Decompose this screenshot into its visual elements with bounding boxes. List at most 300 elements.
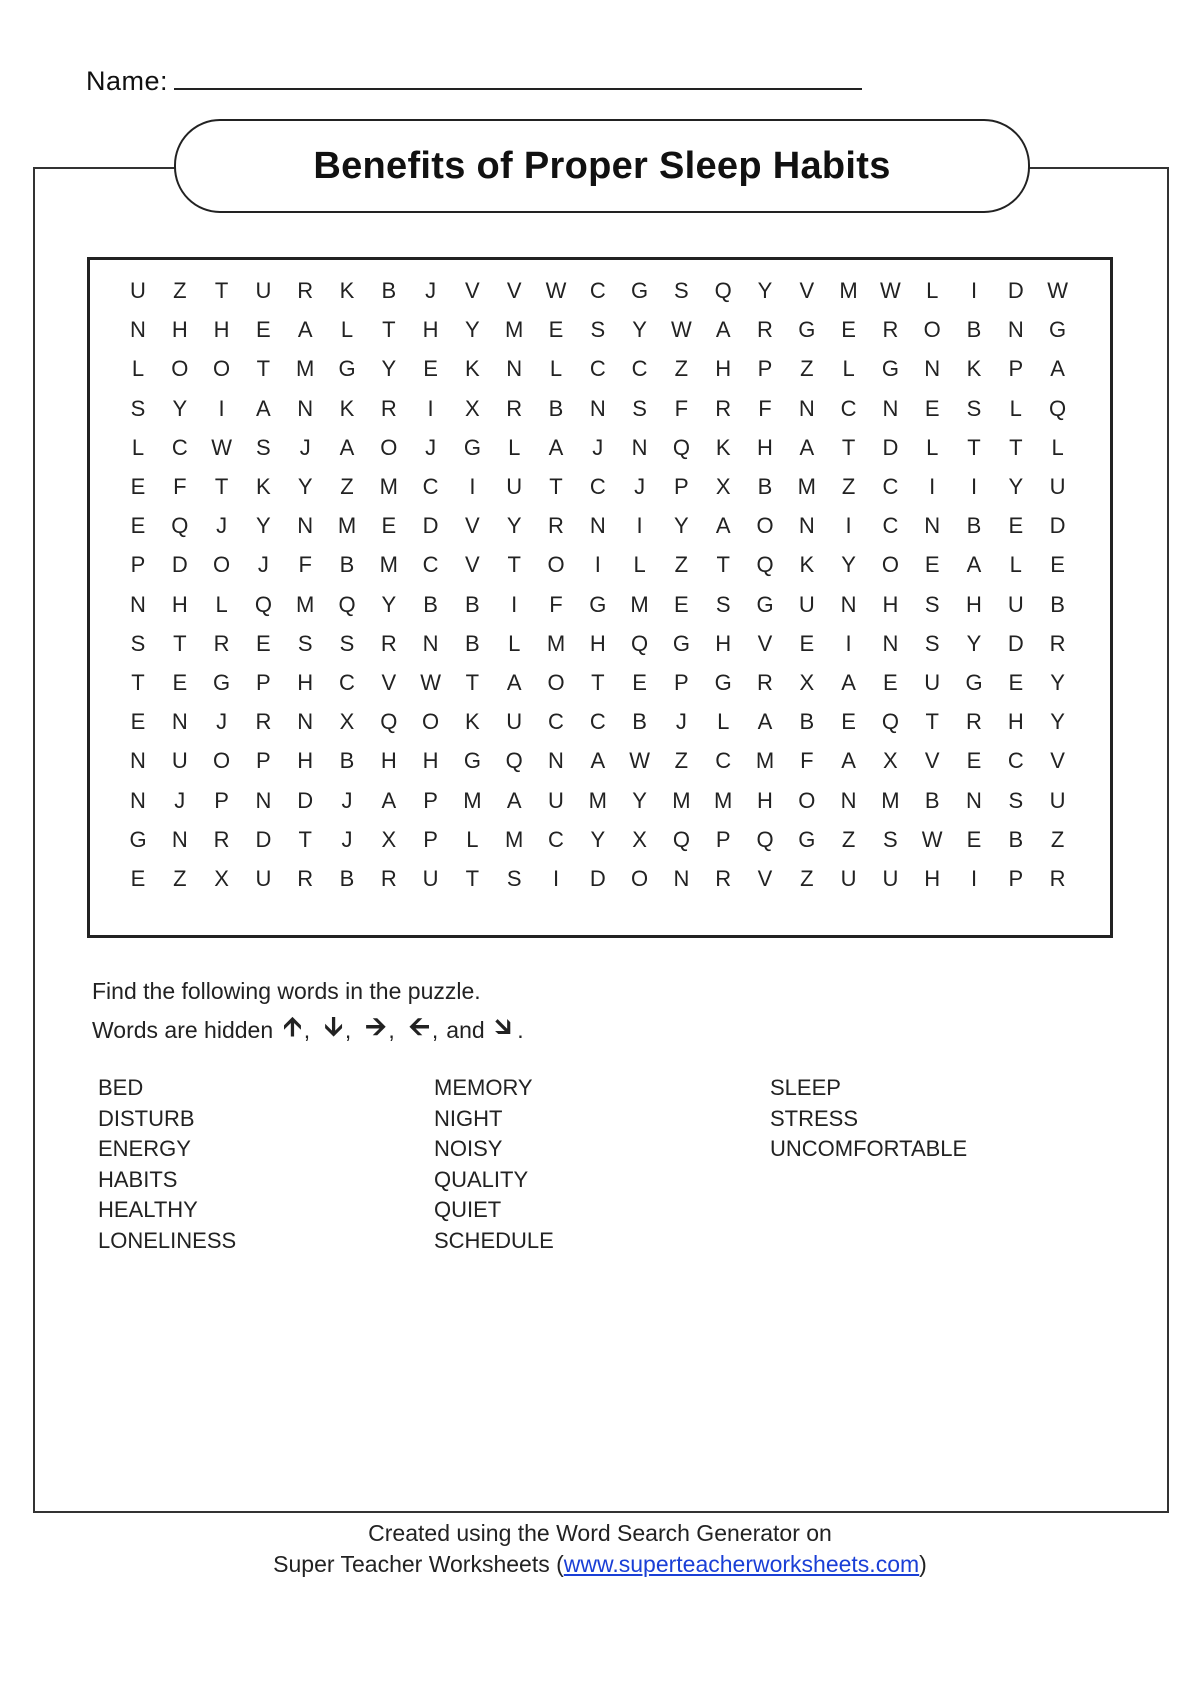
- grid-letter[interactable]: M: [714, 787, 733, 813]
- grid-letter[interactable]: B: [339, 552, 355, 578]
- grid-letter[interactable]: B: [1008, 826, 1024, 852]
- grid-letter[interactable]: Y: [966, 630, 982, 656]
- name-blank-line[interactable]: [174, 64, 862, 90]
- grid-letter[interactable]: B: [339, 866, 355, 891]
- grid-letter[interactable]: Y: [465, 317, 480, 343]
- grid-letter[interactable]: Y: [841, 552, 856, 578]
- grid-letter[interactable]: N: [882, 630, 899, 656]
- grid-letter[interactable]: C: [1007, 748, 1024, 774]
- grid-letter[interactable]: J: [174, 787, 186, 813]
- grid-letter[interactable]: Y: [632, 787, 647, 813]
- grid-letter[interactable]: E: [256, 317, 271, 343]
- grid-letter[interactable]: B: [548, 395, 564, 421]
- grid-letter[interactable]: A: [381, 787, 397, 813]
- grid-letter[interactable]: N: [631, 434, 648, 460]
- grid-letter[interactable]: E: [924, 552, 940, 578]
- grid-letter[interactable]: X: [883, 748, 898, 774]
- grid-letter[interactable]: Z: [674, 748, 689, 774]
- grid-letter[interactable]: W: [880, 278, 901, 303]
- grid-letter[interactable]: S: [339, 630, 355, 656]
- grid-letter[interactable]: A: [256, 395, 271, 421]
- grid-letter[interactable]: U: [506, 474, 523, 499]
- grid-letter[interactable]: V: [1050, 748, 1065, 774]
- grid-letter[interactable]: T: [214, 278, 229, 303]
- grid-letter[interactable]: X: [339, 709, 355, 735]
- grid-letter[interactable]: E: [632, 670, 647, 695]
- grid-letter[interactable]: P: [130, 552, 146, 578]
- grid-letter[interactable]: N: [798, 395, 815, 421]
- grid-letter[interactable]: I: [636, 513, 643, 539]
- grid-letter[interactable]: N: [924, 356, 941, 382]
- grid-letter[interactable]: N: [130, 317, 146, 343]
- grid-letter[interactable]: O: [798, 787, 816, 813]
- grid-letter[interactable]: U: [1007, 591, 1024, 617]
- grid-letter[interactable]: R: [966, 709, 982, 735]
- grid-letter[interactable]: X: [715, 474, 731, 499]
- grid-letter[interactable]: P: [256, 748, 271, 774]
- grid-letter[interactable]: O: [756, 513, 774, 539]
- grid-letter[interactable]: E: [883, 670, 898, 695]
- grid-letter[interactable]: F: [549, 591, 563, 617]
- grid-letter[interactable]: C: [882, 513, 899, 539]
- grid-letter[interactable]: Z: [841, 826, 856, 852]
- grid-letter[interactable]: O: [213, 748, 231, 774]
- grid-letter[interactable]: L: [466, 826, 479, 852]
- grid-letter[interactable]: K: [339, 395, 355, 421]
- grid-letter[interactable]: R: [213, 630, 230, 656]
- grid-letter[interactable]: V: [465, 278, 480, 303]
- grid-letter[interactable]: P: [1008, 866, 1024, 891]
- grid-letter[interactable]: D: [589, 866, 606, 891]
- grid-letter[interactable]: D: [1007, 278, 1024, 303]
- grid-letter[interactable]: A: [590, 748, 606, 774]
- grid-letter[interactable]: R: [380, 866, 397, 891]
- grid-letter[interactable]: T: [841, 434, 856, 460]
- grid-letter[interactable]: N: [966, 787, 982, 813]
- grid-letter[interactable]: M: [546, 630, 566, 656]
- grid-letter[interactable]: G: [798, 826, 816, 852]
- grid-letter[interactable]: O: [547, 670, 565, 695]
- grid-letter[interactable]: Z: [340, 474, 354, 499]
- grid-letter[interactable]: G: [965, 670, 983, 695]
- grid-letter[interactable]: G: [672, 630, 690, 656]
- grid-letter[interactable]: M: [672, 787, 691, 813]
- grid-letter[interactable]: H: [924, 866, 941, 891]
- grid-letter[interactable]: O: [213, 356, 231, 382]
- grid-letter[interactable]: M: [630, 591, 649, 617]
- grid-letter[interactable]: T: [298, 826, 312, 852]
- grid-letter[interactable]: F: [173, 474, 187, 499]
- grid-letter[interactable]: C: [589, 356, 606, 382]
- grid-letter[interactable]: J: [299, 434, 311, 460]
- grid-letter[interactable]: N: [297, 395, 314, 421]
- grid-letter[interactable]: Y: [674, 513, 689, 539]
- grid-letter[interactable]: L: [508, 434, 521, 460]
- grid-letter[interactable]: V: [506, 278, 522, 303]
- grid-letter[interactable]: N: [924, 513, 941, 539]
- grid-letter[interactable]: P: [674, 670, 689, 695]
- grid-letter[interactable]: C: [548, 709, 564, 735]
- grid-letter[interactable]: S: [632, 395, 647, 421]
- grid-letter[interactable]: C: [339, 670, 355, 695]
- grid-letter[interactable]: Z: [674, 552, 689, 578]
- grid-letter[interactable]: E: [548, 317, 564, 343]
- grid-letter[interactable]: B: [966, 513, 982, 539]
- grid-letter[interactable]: M: [379, 474, 398, 499]
- grid-letter[interactable]: L: [1051, 434, 1064, 460]
- grid-letter[interactable]: J: [216, 513, 228, 539]
- grid-letter[interactable]: I: [427, 395, 434, 421]
- grid-letter[interactable]: K: [339, 278, 355, 303]
- grid-letter[interactable]: N: [1007, 317, 1024, 343]
- grid-letter[interactable]: U: [924, 670, 941, 695]
- grid-letter[interactable]: W: [211, 434, 232, 460]
- grid-letter[interactable]: P: [674, 474, 689, 499]
- grid-letter[interactable]: S: [924, 630, 940, 656]
- grid-letter[interactable]: W: [1047, 278, 1068, 303]
- website-link[interactable]: www.superteacherworksheets.com: [563, 1551, 920, 1577]
- grid-letter[interactable]: M: [588, 787, 607, 813]
- grid-letter[interactable]: R: [882, 317, 899, 343]
- grid-letter[interactable]: R: [380, 395, 397, 421]
- grid-letter[interactable]: X: [465, 395, 480, 421]
- grid-letter[interactable]: S: [966, 395, 982, 421]
- grid-letter[interactable]: N: [130, 787, 146, 813]
- grid-letter[interactable]: I: [552, 866, 560, 891]
- grid-letter[interactable]: Q: [756, 552, 774, 578]
- grid-letter[interactable]: L: [926, 278, 939, 303]
- grid-letter[interactable]: Q: [672, 826, 690, 852]
- grid-letter[interactable]: M: [296, 356, 315, 382]
- grid-letter[interactable]: Z: [800, 866, 814, 891]
- grid-letter[interactable]: Q: [380, 709, 398, 735]
- grid-letter[interactable]: Z: [173, 278, 187, 303]
- grid-letter[interactable]: L: [926, 434, 939, 460]
- grid-letter[interactable]: Y: [381, 591, 397, 617]
- grid-letter[interactable]: C: [548, 826, 564, 852]
- grid-letter[interactable]: E: [924, 395, 940, 421]
- grid-letter[interactable]: Y: [632, 317, 647, 343]
- grid-letter[interactable]: R: [297, 866, 314, 891]
- grid-letter[interactable]: L: [717, 709, 730, 735]
- grid-letter[interactable]: O: [547, 552, 565, 578]
- grid-letter[interactable]: E: [130, 866, 146, 891]
- grid-letter[interactable]: P: [757, 356, 773, 382]
- grid-letter[interactable]: D: [1049, 513, 1066, 539]
- grid-letter[interactable]: L: [215, 591, 228, 617]
- grid-letter[interactable]: E: [1008, 670, 1024, 695]
- grid-letter[interactable]: D: [1007, 630, 1024, 656]
- grid-letter[interactable]: D: [882, 434, 899, 460]
- grid-letter[interactable]: X: [799, 670, 815, 695]
- grid-letter[interactable]: U: [882, 866, 899, 891]
- grid-letter[interactable]: S: [256, 434, 271, 460]
- grid-letter[interactable]: A: [548, 434, 564, 460]
- grid-letter[interactable]: S: [883, 826, 898, 852]
- grid-letter[interactable]: J: [634, 474, 646, 499]
- grid-letter[interactable]: H: [297, 748, 314, 774]
- grid-letter[interactable]: C: [422, 474, 439, 499]
- grid-letter[interactable]: B: [465, 591, 480, 617]
- grid-letter[interactable]: I: [845, 513, 852, 539]
- grid-letter[interactable]: I: [929, 474, 936, 499]
- grid-letter[interactable]: R: [548, 513, 564, 539]
- grid-letter[interactable]: U: [506, 709, 523, 735]
- grid-letter[interactable]: H: [757, 434, 773, 460]
- grid-letter[interactable]: E: [130, 474, 146, 499]
- grid-letter[interactable]: R: [757, 317, 773, 343]
- grid-letter[interactable]: I: [218, 395, 225, 421]
- grid-letter[interactable]: U: [255, 278, 272, 303]
- grid-letter[interactable]: W: [545, 278, 567, 303]
- grid-letter[interactable]: A: [799, 434, 815, 460]
- grid-letter[interactable]: E: [1008, 513, 1024, 539]
- grid-letter[interactable]: M: [839, 278, 858, 303]
- grid-letter[interactable]: M: [797, 474, 816, 499]
- grid-letter[interactable]: E: [674, 591, 689, 617]
- grid-letter[interactable]: S: [130, 630, 146, 656]
- grid-letter[interactable]: K: [715, 434, 731, 460]
- grid-letter[interactable]: V: [799, 278, 815, 303]
- grid-letter[interactable]: G: [589, 591, 607, 617]
- grid-letter[interactable]: V: [757, 630, 773, 656]
- grid-letter[interactable]: E: [130, 513, 146, 539]
- grid-letter[interactable]: T: [549, 474, 563, 499]
- grid-letter[interactable]: N: [882, 395, 899, 421]
- grid-letter[interactable]: I: [970, 278, 978, 303]
- grid-letter[interactable]: P: [1008, 356, 1024, 382]
- grid-letter[interactable]: X: [632, 826, 647, 852]
- grid-letter[interactable]: Q: [672, 434, 690, 460]
- grid-letter[interactable]: E: [172, 670, 188, 695]
- grid-letter[interactable]: U: [171, 748, 188, 774]
- grid-letter[interactable]: L: [340, 317, 354, 343]
- grid-letter[interactable]: Z: [173, 866, 187, 891]
- grid-letter[interactable]: N: [422, 630, 439, 656]
- grid-letter[interactable]: I: [594, 552, 601, 578]
- grid-letter[interactable]: G: [338, 356, 356, 382]
- grid-letter[interactable]: N: [673, 866, 690, 891]
- grid-letter[interactable]: E: [799, 630, 815, 656]
- grid-letter[interactable]: R: [715, 395, 732, 421]
- grid-letter[interactable]: B: [757, 474, 773, 499]
- grid-letter[interactable]: H: [715, 630, 732, 656]
- grid-letter[interactable]: V: [381, 670, 397, 695]
- grid-letter[interactable]: B: [339, 748, 355, 774]
- grid-letter[interactable]: A: [297, 317, 313, 343]
- grid-letter[interactable]: X: [381, 826, 397, 852]
- grid-letter[interactable]: J: [592, 434, 604, 460]
- grid-letter[interactable]: M: [881, 787, 900, 813]
- grid-letter[interactable]: M: [755, 748, 775, 774]
- grid-letter[interactable]: W: [420, 670, 441, 695]
- grid-letter[interactable]: B: [465, 630, 480, 656]
- grid-letter[interactable]: R: [297, 278, 314, 303]
- grid-letter[interactable]: E: [966, 748, 982, 774]
- grid-letter[interactable]: R: [715, 866, 732, 891]
- grid-letter[interactable]: P: [423, 787, 438, 813]
- grid-letter[interactable]: Y: [172, 395, 188, 421]
- grid-letter[interactable]: P: [423, 826, 438, 852]
- grid-letter[interactable]: B: [381, 278, 397, 303]
- grid-letter[interactable]: N: [130, 748, 146, 774]
- grid-letter[interactable]: Y: [297, 474, 313, 499]
- grid-letter[interactable]: R: [1049, 630, 1066, 656]
- grid-letter[interactable]: M: [379, 552, 398, 578]
- grid-letter[interactable]: I: [511, 591, 518, 617]
- grid-letter[interactable]: B: [799, 709, 815, 735]
- grid-letter[interactable]: H: [297, 670, 314, 695]
- grid-letter[interactable]: N: [130, 591, 146, 617]
- grid-letter[interactable]: B: [632, 709, 647, 735]
- grid-letter[interactable]: U: [1049, 474, 1066, 499]
- grid-letter[interactable]: J: [341, 787, 353, 813]
- grid-letter[interactable]: N: [589, 513, 606, 539]
- grid-letter[interactable]: O: [422, 709, 440, 735]
- grid-letter[interactable]: C: [882, 474, 899, 499]
- grid-letter[interactable]: A: [841, 748, 856, 774]
- grid-letter[interactable]: N: [798, 513, 815, 539]
- grid-letter[interactable]: Y: [1008, 474, 1024, 499]
- grid-letter[interactable]: M: [463, 787, 482, 813]
- grid-letter[interactable]: C: [840, 395, 857, 421]
- grid-letter[interactable]: M: [505, 826, 524, 852]
- grid-letter[interactable]: W: [629, 748, 650, 774]
- grid-letter[interactable]: U: [548, 787, 564, 813]
- grid-letter[interactable]: S: [715, 591, 731, 617]
- grid-letter[interactable]: S: [130, 395, 146, 421]
- grid-letter[interactable]: C: [171, 434, 188, 460]
- grid-letter[interactable]: K: [799, 552, 815, 578]
- grid-letter[interactable]: X: [214, 866, 229, 891]
- grid-letter[interactable]: V: [924, 748, 940, 774]
- grid-letter[interactable]: N: [171, 709, 188, 735]
- grid-letter[interactable]: P: [214, 787, 229, 813]
- grid-letter[interactable]: T: [465, 670, 480, 695]
- grid-letter[interactable]: B: [1050, 591, 1065, 617]
- grid-letter[interactable]: N: [840, 591, 857, 617]
- grid-letter[interactable]: L: [842, 356, 855, 382]
- grid-letter[interactable]: T: [465, 866, 480, 891]
- grid-letter[interactable]: Z: [1050, 826, 1065, 852]
- grid-letter[interactable]: A: [1050, 356, 1065, 382]
- grid-letter[interactable]: S: [590, 317, 606, 343]
- grid-letter[interactable]: O: [923, 317, 941, 343]
- grid-letter[interactable]: T: [507, 552, 521, 578]
- grid-letter[interactable]: I: [970, 474, 978, 499]
- grid-letter[interactable]: N: [548, 748, 564, 774]
- grid-letter[interactable]: C: [715, 748, 732, 774]
- grid-letter[interactable]: E: [841, 709, 856, 735]
- grid-letter[interactable]: J: [216, 709, 228, 735]
- grid-letter[interactable]: E: [256, 630, 271, 656]
- grid-letter[interactable]: E: [966, 826, 982, 852]
- grid-letter[interactable]: U: [422, 866, 439, 891]
- grid-letter[interactable]: V: [465, 552, 480, 578]
- grid-letter[interactable]: H: [589, 630, 606, 656]
- grid-letter[interactable]: T: [382, 317, 396, 343]
- grid-letter[interactable]: J: [425, 434, 437, 460]
- grid-letter[interactable]: E: [423, 356, 438, 382]
- grid-letter[interactable]: U: [840, 866, 857, 891]
- grid-letter[interactable]: B: [924, 787, 940, 813]
- grid-letter[interactable]: I: [845, 630, 852, 656]
- grid-letter[interactable]: Z: [841, 474, 856, 499]
- grid-letter[interactable]: O: [380, 434, 398, 460]
- grid-letter[interactable]: Y: [757, 278, 773, 303]
- grid-letter[interactable]: C: [631, 356, 648, 382]
- grid-letter[interactable]: H: [422, 317, 439, 343]
- grid-letter[interactable]: Q: [1049, 395, 1067, 421]
- grid-letter[interactable]: A: [506, 670, 522, 695]
- grid-letter[interactable]: H: [1007, 709, 1024, 735]
- grid-letter[interactable]: H: [380, 748, 397, 774]
- grid-letter[interactable]: J: [257, 552, 269, 578]
- grid-letter[interactable]: F: [298, 552, 312, 578]
- grid-letter[interactable]: N: [297, 709, 314, 735]
- grid-letter[interactable]: H: [715, 356, 732, 382]
- grid-letter[interactable]: Z: [674, 356, 689, 382]
- grid-letter[interactable]: Y: [381, 356, 397, 382]
- grid-letter[interactable]: Q: [881, 709, 899, 735]
- grid-letter[interactable]: V: [757, 866, 773, 891]
- grid-letter[interactable]: O: [881, 552, 899, 578]
- grid-letter[interactable]: G: [714, 670, 732, 695]
- grid-letter[interactable]: G: [881, 356, 899, 382]
- grid-letter[interactable]: U: [1049, 787, 1066, 813]
- grid-letter[interactable]: H: [966, 591, 982, 617]
- grid-letter[interactable]: Q: [631, 630, 649, 656]
- grid-letter[interactable]: H: [171, 591, 188, 617]
- grid-letter[interactable]: T: [591, 670, 605, 695]
- grid-letter[interactable]: I: [970, 866, 978, 891]
- grid-letter[interactable]: Y: [590, 826, 606, 852]
- grid-letter[interactable]: R: [506, 395, 523, 421]
- grid-letter[interactable]: P: [256, 670, 271, 695]
- grid-letter[interactable]: J: [341, 826, 353, 852]
- grid-letter[interactable]: C: [589, 474, 606, 499]
- grid-letter[interactable]: S: [297, 630, 313, 656]
- grid-letter[interactable]: G: [631, 278, 649, 303]
- grid-letter[interactable]: Q: [505, 748, 523, 774]
- grid-letter[interactable]: T: [131, 670, 145, 695]
- grid-letter[interactable]: Y: [256, 513, 271, 539]
- grid-letter[interactable]: O: [171, 356, 189, 382]
- grid-letter[interactable]: H: [171, 317, 188, 343]
- grid-letter[interactable]: W: [921, 826, 943, 852]
- grid-letter[interactable]: L: [131, 356, 145, 382]
- grid-letter[interactable]: R: [1049, 866, 1066, 891]
- grid-letter[interactable]: P: [715, 826, 731, 852]
- grid-letter[interactable]: G: [463, 748, 481, 774]
- grid-letter[interactable]: G: [756, 591, 774, 617]
- grid-letter[interactable]: A: [715, 513, 731, 539]
- grid-letter[interactable]: U: [798, 591, 815, 617]
- grid-letter[interactable]: D: [422, 513, 439, 539]
- grid-letter[interactable]: K: [465, 709, 480, 735]
- grid-letter[interactable]: N: [171, 826, 188, 852]
- grid-letter[interactable]: C: [589, 278, 606, 303]
- grid-letter[interactable]: H: [757, 787, 773, 813]
- grid-letter[interactable]: K: [966, 356, 982, 382]
- grid-letter[interactable]: U: [130, 278, 146, 303]
- grid-letter[interactable]: V: [465, 513, 480, 539]
- grid-letter[interactable]: T: [1009, 434, 1023, 460]
- grid-letter[interactable]: R: [380, 630, 397, 656]
- grid-letter[interactable]: S: [924, 591, 940, 617]
- grid-letter[interactable]: C: [422, 552, 439, 578]
- grid-letter[interactable]: N: [255, 787, 272, 813]
